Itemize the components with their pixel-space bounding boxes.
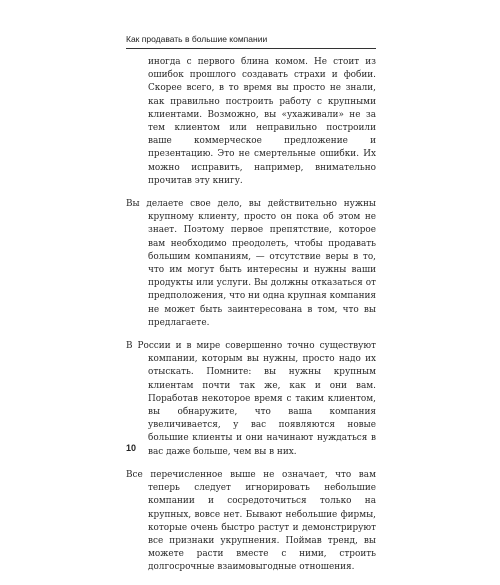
paragraph: Вы делаете свое дело, вы действительно нужны крупному клиенту, просто он пока об этом не знает. Поэтому первое препятствие, которое вам необходимо преодолеть, чтобы продавать большим компаниям, — отсутствие веры в то, что им могут быть интересны и нужны ваши продукты или услуги. Вы должны отказаться от предположения, что ни одна крупная компания не может быть заинтересована в том, что вы предлагаете. (126, 199, 376, 328)
paragraph: В России и в мире совершенно точно существуют компании, которым вы нужны, просто надо их отыскать. Помните: вы нужны крупным клиентам почти так же, как и они вам. Поработав некоторое время с таким клиентом, вы обнаружите, что ваша компания увеличивается, у вас появляются новые большие клиенты и они начинают нуждаться в вас даже больше, чем вы в них. (126, 341, 376, 457)
paragraph: Все перечисленное выше не означает, что вам теперь следует игнорировать небольшие компании и сосредоточиться только на крупных, вовсе нет. Бывают небольшие фирмы, которые очень быстро растут и демонстрируют все признаки укрупнения. Поймав тренд, вы можете расти вместе с ними, строить долгосрочные взаимовыгодные отношения. (126, 469, 376, 573)
running-header: Как продавать в большие компании (126, 34, 376, 49)
body-text (126, 56, 376, 585)
page-number: 10 (126, 443, 137, 453)
paragraph-continuation: иногда с первого блина комом. Не стоит из ошибок прошлого создавать страхи и фобии. Скорее всего, в то время вы просто не знали, как правильно построить работу с крупными клиентами. Возможно, вы «ухаживали» не за тем клиентом или неправильно построили ваше коммерческое предложение и презентацию. Это не смертельные ошибки. Их можно исправить, например, внимательно прочитав эту книгу. (148, 57, 376, 186)
